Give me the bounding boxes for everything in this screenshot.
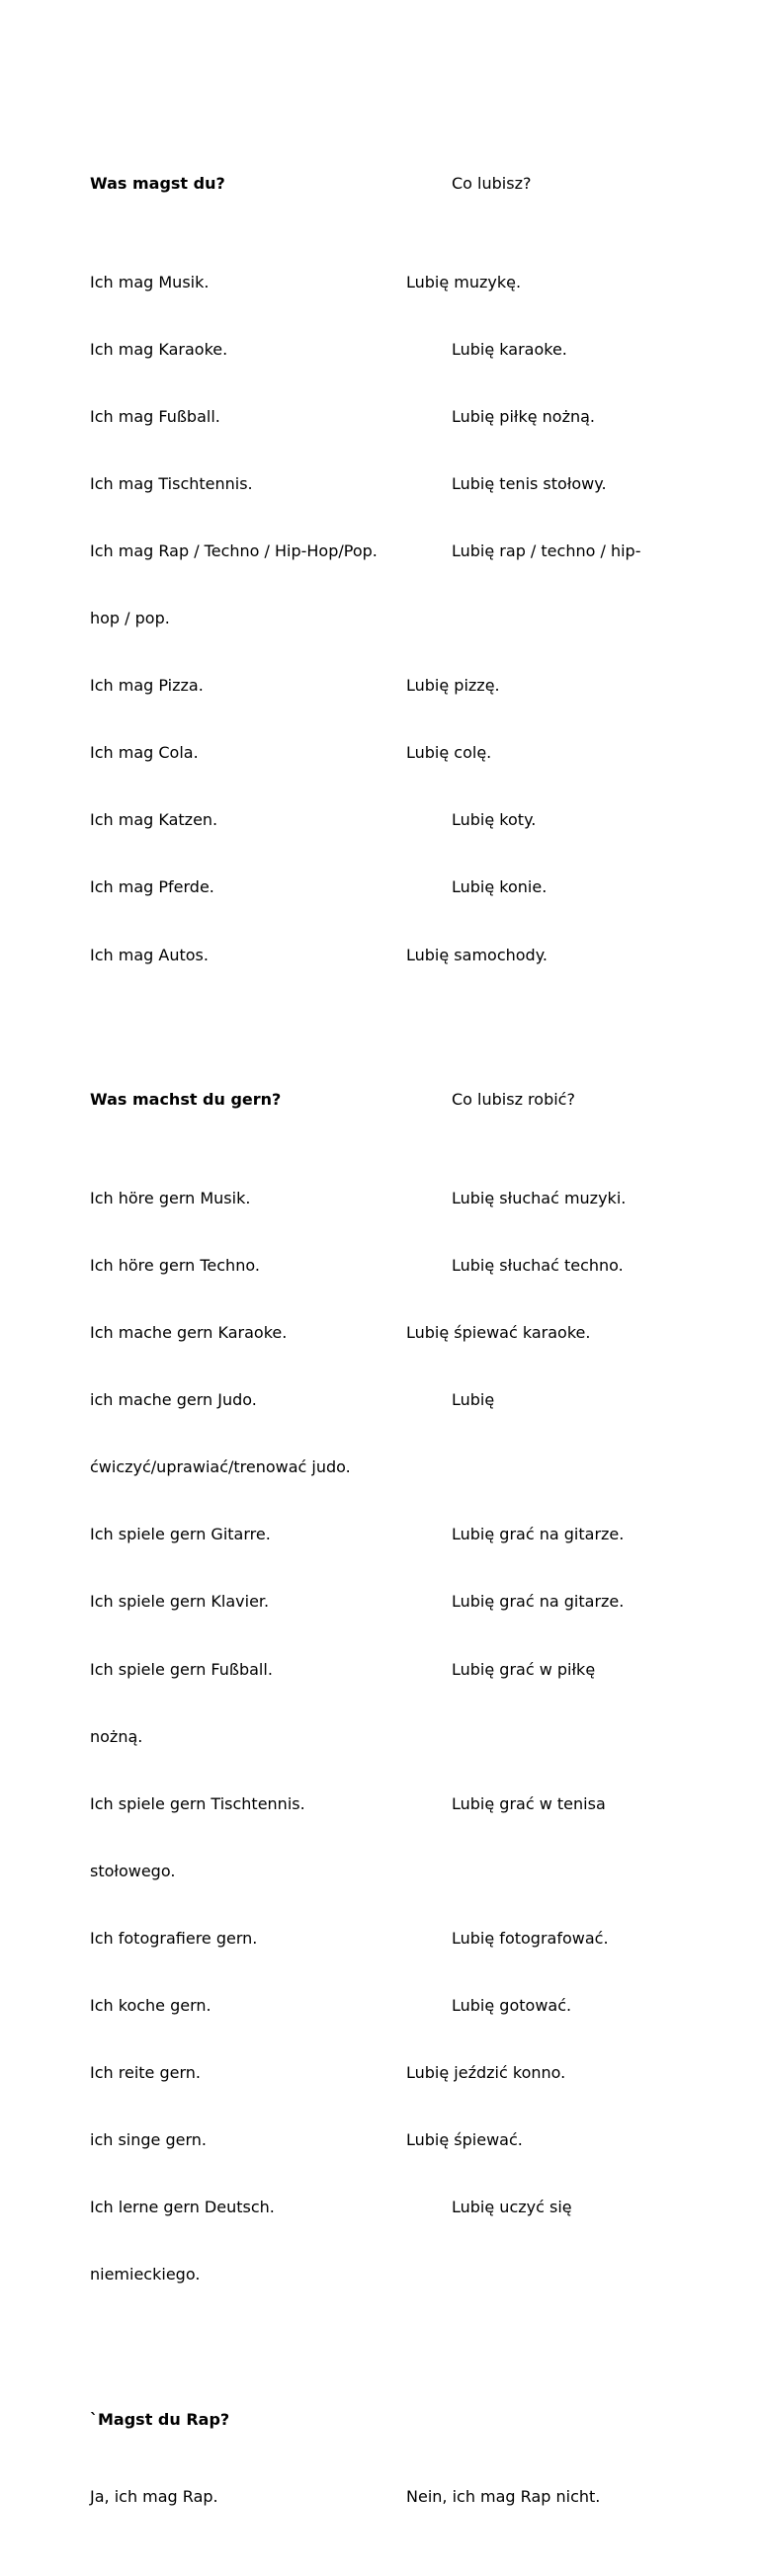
german-phrase: Ich reite gern. <box>90 2063 201 2083</box>
polish-phrase-continuation: ćwiczyć/uprawiać/trenować judo. <box>90 1457 351 1477</box>
vocab-row <box>90 339 683 362</box>
german-phrase: Ich mag Musik. <box>90 272 210 291</box>
vocab-row <box>90 1793 683 1816</box>
vocab-row <box>90 272 683 294</box>
answer-row <box>90 2486 683 2509</box>
polish-phrase: Lubię śpiewać. <box>406 2130 523 2150</box>
answer-no: Nein, ich mag Rap nicht. <box>406 2486 601 2506</box>
vocab-row <box>90 1591 683 1614</box>
polish-phrase: Lubię konie. <box>452 877 548 897</box>
polish-phrase: Lubię <box>452 1390 495 1410</box>
vocab-row <box>90 473 683 496</box>
german-phrase: Ich koche gern. <box>90 1995 211 2015</box>
german-phrase: Ich höre gern Techno. <box>90 1255 260 1275</box>
vocab-row <box>90 675 683 698</box>
vocab-row <box>90 945 683 967</box>
vocab-row <box>90 1322 683 1345</box>
vocab-row <box>90 876 683 899</box>
german-phrase: Ich mag Tischtennis. <box>90 473 253 493</box>
polish-phrase-continuation: stołowego. <box>90 1861 176 1880</box>
german-phrase: Ich mag Pizza. <box>90 676 204 696</box>
vocab-row-continuation <box>90 2264 683 2286</box>
german-phrase: ich mache gern Judo. <box>90 1390 257 1410</box>
vocab-row <box>90 809 683 832</box>
polish-phrase: Lubię fotografować. <box>452 1928 609 1948</box>
polish-phrase: Lubię muzykę. <box>406 272 522 291</box>
vocab-row <box>90 1524 683 1546</box>
german-phrase: Ich spiele gern Fußball. <box>90 1659 273 1679</box>
vocab-row <box>90 1389 683 1412</box>
answer-yes: Ja, ich mag Rap. <box>90 2486 218 2506</box>
vocab-row-continuation <box>90 1456 683 1479</box>
german-phrase: Ich mag Karaoke. <box>90 339 228 359</box>
vocab-row <box>90 1188 683 1210</box>
german-phrase: Ich spiele gern Tischtennis. <box>90 1793 305 1813</box>
vocab-row <box>90 1659 683 1682</box>
polish-phrase: Lubię śpiewać karaoke. <box>406 1323 591 1343</box>
section3-heading: `Magst du Rap? <box>90 2409 230 2429</box>
german-phrase: Ich mag Pferde. <box>90 877 214 897</box>
polish-phrase: Lubię karaoke. <box>452 339 567 359</box>
german-phrase: Ich spiele gern Gitarre. <box>90 1525 271 1544</box>
polish-phrase: Lubię uczyć się <box>452 2198 572 2217</box>
polish-phrase-continuation: niemieckiego. <box>90 2265 201 2285</box>
german-phrase: Ich mag Cola. <box>90 743 199 763</box>
german-phrase: Ich höre gern Musik. <box>90 1188 251 1207</box>
german-phrase: Ich mag Autos. <box>90 945 209 964</box>
section2-heading-pl: Co lubisz robić? <box>452 1090 575 1110</box>
german-phrase: ich singe gern. <box>90 2130 207 2150</box>
vocab-row <box>90 2062 683 2085</box>
polish-phrase: Lubię jeździć konno. <box>406 2063 566 2083</box>
polish-phrase: Lubię grać w tenisa <box>452 1793 606 1813</box>
document-page <box>90 83 683 2553</box>
polish-phrase: Lubię tenis stołowy. <box>452 473 607 493</box>
polish-phrase: Lubię grać w piłkę <box>452 1659 596 1679</box>
polish-phrase: Lubię koty. <box>452 810 537 830</box>
german-phrase: Ich lerne gern Deutsch. <box>90 2198 275 2217</box>
polish-phrase: Lubię grać na gitarze. <box>452 1525 625 1544</box>
vocab-row <box>90 1995 683 2018</box>
polish-phrase: Lubię słuchać muzyki. <box>452 1188 627 1207</box>
german-phrase: Ich mag Fußball. <box>90 406 220 426</box>
vocab-row <box>90 1928 683 1951</box>
section1-heading-de: Was magst du? <box>90 173 225 193</box>
vocab-row <box>90 540 683 563</box>
section3-heading-row <box>90 2409 683 2432</box>
polish-phrase-continuation: hop / pop. <box>90 609 170 628</box>
polish-phrase: Lubię pizzę. <box>406 676 500 696</box>
section1-heading-pl: Co lubisz? <box>452 173 532 193</box>
german-phrase: Ich mache gern Karaoke. <box>90 1323 288 1343</box>
vocab-row <box>90 1255 683 1278</box>
polish-phrase: Lubię samochody. <box>406 945 548 964</box>
polish-phrase: Lubię gotować. <box>452 1995 572 2015</box>
vocab-row-continuation <box>90 608 683 630</box>
polish-phrase: Lubię słuchać techno. <box>452 1255 624 1275</box>
polish-phrase: Lubię colę. <box>406 743 492 763</box>
section1-heading-row <box>90 173 683 196</box>
vocab-row <box>90 2197 683 2219</box>
polish-phrase: Lubię piłkę nożną. <box>452 406 596 426</box>
vocab-row <box>90 2129 683 2152</box>
german-phrase: Ich mag Katzen. <box>90 810 218 830</box>
vocab-row <box>90 742 683 765</box>
german-phrase: Ich mag Rap / Techno / Hip-Hop/Pop. <box>90 540 378 560</box>
polish-phrase: Lubię rap / techno / hip- <box>452 540 641 560</box>
vocab-row-continuation <box>90 1861 683 1883</box>
polish-phrase-continuation: nożną. <box>90 1726 143 1746</box>
section2-heading-de: Was machst du gern? <box>90 1090 282 1110</box>
section2-heading-row <box>90 1089 683 1112</box>
polish-phrase: Lubię grać na gitarze. <box>452 1592 625 1612</box>
german-phrase: Ich fotografiere gern. <box>90 1928 258 1948</box>
vocab-row <box>90 406 683 429</box>
vocab-row-continuation <box>90 1726 683 1749</box>
german-phrase: Ich spiele gern Klavier. <box>90 1592 270 1612</box>
